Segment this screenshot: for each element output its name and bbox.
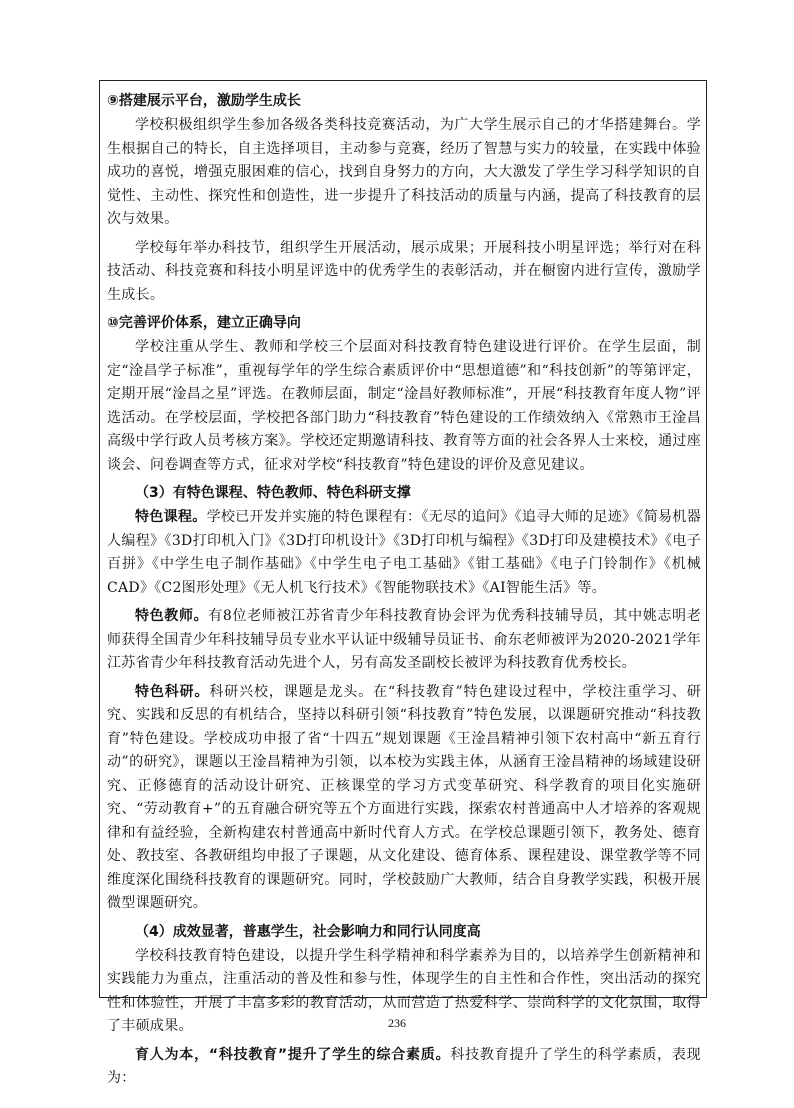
body-text: 科技教育提升了学生的科学素质，表现为： xyxy=(107,1046,701,1086)
paragraph: 学校积极组织学生参加各级各类科技竞赛活动，为广大学生展示自己的才华搭建舞台。学生根据自己的特长，自主选择项目，主动参与竞赛，经历了智慧与实力的较量，在实践中体验成功的喜悦，增强克服困难的信心，找到自身努力的方向，大大激发了学生学习科学知识的自觉性、主动性、探究性和创造性，进一步提升了科技活动的质量与内涵，提高了科技教育的层次与效果。 xyxy=(107,117,701,227)
lead-text: 特色教师。 xyxy=(135,608,209,624)
section-heading: （3）有特色课程、特色教师、特色科研支撑 xyxy=(135,485,411,501)
section-heading: （4）成效显著，普惠学生，社会影响力和同行认同度高 xyxy=(135,923,481,940)
lead-text: 特色科研。 xyxy=(135,683,210,700)
section-heading: ⑨搭建展示平台，激励学生成长 xyxy=(107,93,301,109)
paragraph-courses xyxy=(107,506,701,600)
section-heading: ⑩完善评价体系，建立正确导向 xyxy=(107,315,301,331)
page-number: 236 xyxy=(388,1016,406,1030)
paragraph: 学校科技教育特色建设，以提升学生科学精神和科学素养为目的，以培养学生创新精神和实践能力为重点，注重活动的普及性和参与性，体现学生的自主性和合作性，突出活动的探究性和体验性，开展了丰富多彩的教育活动，从而营造了热爱科学、崇尚科学的文化氛围，取得了丰硕成果。 xyxy=(107,947,701,1034)
paragraph: 学校注重从学生、教师和学校三个层面对科技教育特色建设进行评价。在学生层面，制定“淦昌学子标准”，重视每学年的学生综合素质评价中“思想道德”和“科技创新”的等第评定，定期开展“淦昌之星”评选。在教师层面，制定“淦昌好教师标准”，开展“科技教育年度人物”评选活动。在学校层面，学校把各部门助力“科技教育”特色建设的工作绩效纳入《常熟市王淦昌高级中学行政人员考核方案》。学校还定期邀请科技、教育等方面的社会各界人士来校，通过座谈会、问卷调查等方式，征求对学校“科技教育”特色建设的评价及意见建议。 xyxy=(107,339,701,473)
body-text: 有8位老师被江苏省青少年科技教育协会评为优秀科技辅导员，其中姚志明老师获得全国青少年科技辅导员专业水平认证中级辅导员证书、俞东老师被评为2020-2021学年江苏省青少年科技教育活动先进个人，另有高发圣副校长被评为科技教育优秀校长。 xyxy=(107,608,701,671)
lead-text: 育人为本，“科技教育”提升了学生的综合素质。 xyxy=(135,1046,451,1063)
paragraph-last xyxy=(107,1044,701,1091)
paragraph: 学校每年举办科技节，组织学生开展活动，展示成果；开展科技小明星评选；举行对在科技活动、科技竞赛和科技小明星评选中的优秀学生的表彰活动，并在橱窗内进行宣传，激励学生成长。 xyxy=(107,239,701,303)
body-text: 学校已开发并实施的特色课程有：《无尽的追问》《追寻大师的足迹》《简易机器人编程》《3D打印机入门》《3D打印机设计》《3D打印机与编程》《3D打印及建模技术》《电子百拼》《中学生电子制作基础》《中学生电子电工基础》《钳工基础》《电子门铃制作》《机械CAD》《C2图形处理》《无人机飞行技术》《智能物联技术》《AI智能生活》等。 xyxy=(107,509,701,596)
paragraph-research xyxy=(107,681,701,916)
document-body xyxy=(107,90,701,1096)
paragraph-teachers xyxy=(107,605,701,676)
body-text: 科研兴校，课题是龙头。在“科技教育”特色建设过程中，学校注重学习、研究、实践和反思的有机结合，坚持以科研引领“科技教育”特色发展，以课题研究推动“科技教育”特色建设。学校成功申报了省“十四五”规划课题《王淦昌精神引领下农村高中“新五育行动”的研究》，课题以王淦昌精神为引领，以本校为实践主体，从涵育王淦昌精神的场域建设研究、正修德育的活动设计研究、正核课堂的学习方式变革研究、科学教育的项目化实施研究、“劳动教育+”的五育融合研究等五个方面进行实践，探索农村普通高中人才培养的客观规律和有益经验，全新构建农村普通高中新时代育人方式。在学校总课题引领下，教务处、德育处、教技室、各教研组均申报了子课题，从文化建设、德育体系、课程建设、课堂教学等不同维度深化围绕科技教育的课题研究。同时，学校鼓励广大教师，结合自身教学实践，积极开展微型课题研究。 xyxy=(107,683,702,911)
lead-text: 特色课程。 xyxy=(135,509,207,525)
